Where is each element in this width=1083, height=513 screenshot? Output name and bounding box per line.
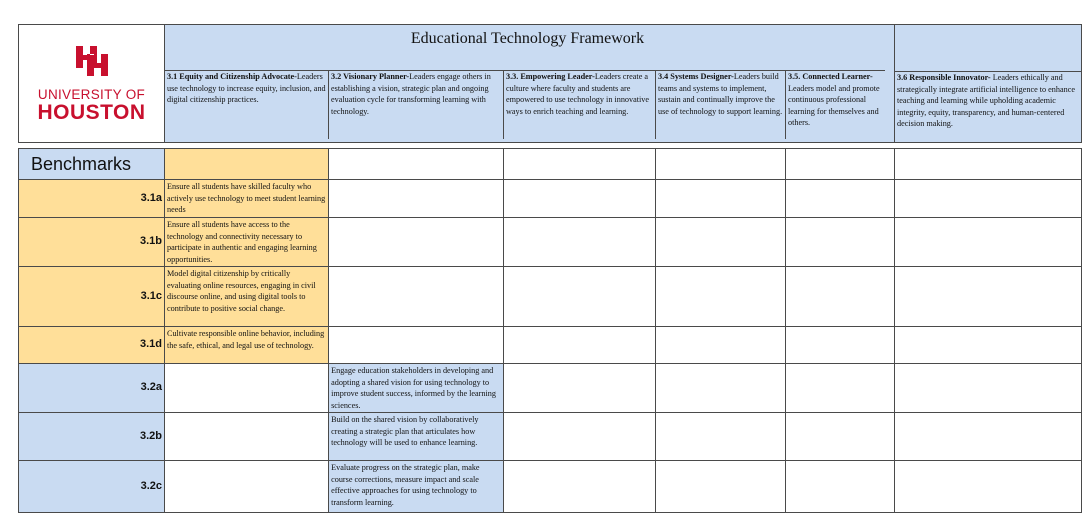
header-main — [165, 25, 895, 143]
table-row — [19, 461, 1082, 513]
cell[interactable] — [786, 364, 895, 413]
logo-line-houston: HOUSTON — [37, 101, 146, 124]
benchmark-text[interactable]: Model digital citizenship by critically evaluating online resources, engaging in civil discourse online, and using digital tools to contribute to positive social change. — [165, 267, 329, 327]
cell[interactable] — [786, 461, 895, 513]
logo-cell — [19, 25, 165, 143]
university-logo — [37, 44, 145, 123]
standard-3-1-text: Leaders use technology to increase equity, inclusion, and digital citizenship practices. — [167, 72, 326, 104]
framework-table — [18, 24, 1082, 513]
standard-3-4-text: Leaders build teams and systems to implement, sustain and continually improve the use of technology to support learning. — [658, 72, 783, 116]
benchmark-code: 3.1c — [19, 267, 165, 327]
cell[interactable] — [895, 218, 1082, 267]
cell[interactable] — [165, 413, 329, 461]
cell[interactable] — [656, 364, 786, 413]
cell[interactable] — [329, 180, 504, 218]
benchmarks-label: Benchmarks — [19, 149, 165, 180]
benchmark-code: 3.1b — [19, 218, 165, 267]
benchmark-text[interactable]: Cultivate responsible online behavior, including the safe, ethical, and legal use of technology. — [165, 327, 329, 364]
logo-line-university: UNIVERSITY OF — [37, 86, 146, 102]
page-title: Educational Technology Framework — [410, 30, 645, 47]
cell[interactable] — [504, 149, 656, 180]
table-row — [19, 218, 1082, 267]
table-row — [19, 364, 1082, 413]
cell[interactable] — [504, 327, 656, 364]
table-row — [19, 180, 1082, 218]
standard-3-3-title: 3.3. Empowering Leader- — [506, 72, 595, 81]
cell[interactable] — [786, 327, 895, 364]
cell[interactable] — [656, 180, 786, 218]
standard-3-5-text: Leaders model and promote continuous professional learning for themselves and others. — [788, 83, 880, 127]
benchmark-code: 3.1d — [19, 327, 165, 364]
cell[interactable] — [329, 267, 504, 327]
cell[interactable] — [895, 149, 1082, 180]
cell[interactable] — [165, 461, 329, 513]
benchmark-text[interactable]: Build on the shared vision by collaboratively creating a strategic plan that articulates how technology will be used to enhance learning. — [329, 413, 504, 461]
cell[interactable] — [656, 327, 786, 364]
standard-3-6 — [895, 72, 1081, 140]
standard-3-6-text: Leaders ethically and strategically integrate artificial intelligence to enhance teaching and learning while upholding academic integrity, equity, transparency, and human-centered decision making. — [897, 73, 1075, 128]
standard-3-4-title: 3.4 Systems Designer- — [658, 72, 734, 81]
cell[interactable] — [656, 218, 786, 267]
benchmark-code: 3.2a — [19, 364, 165, 413]
uh-interlocking-logo-icon — [74, 44, 110, 78]
benchmark-text[interactable]: Evaluate progress on the strategic plan, make course corrections, measure impact and scale effective approaches for using technology to transform learning. — [329, 461, 504, 513]
benchmark-text[interactable]: Engage education stakeholders in developing and adopting a shared vision for using technology to improve student success, informed by the learning sciences. — [329, 364, 504, 413]
header-row — [19, 25, 1082, 143]
standard-3-2 — [329, 71, 504, 139]
standard-3-2-text: Leaders engage others in establishing a vision, strategic plan and ongoing evaluation cycle for transforming learning with technology. — [331, 72, 491, 116]
benchmark-code: 3.2b — [19, 413, 165, 461]
cell[interactable] — [656, 267, 786, 327]
cell[interactable] — [329, 149, 504, 180]
cell[interactable] — [329, 327, 504, 364]
table-row — [19, 267, 1082, 327]
cell[interactable] — [895, 327, 1082, 364]
cell[interactable] — [504, 413, 656, 461]
cell[interactable] — [504, 180, 656, 218]
benchmark-code: 3.2c — [19, 461, 165, 513]
header-col-3-6 — [895, 25, 1082, 143]
cell[interactable] — [656, 413, 786, 461]
table-row — [19, 327, 1082, 364]
benchmark-text[interactable]: Ensure all students have skilled faculty who actively use technology to meet student learning needs — [165, 180, 329, 218]
cell[interactable] — [165, 149, 329, 180]
cell[interactable] — [786, 218, 895, 267]
standard-3-5 — [786, 71, 894, 139]
cell[interactable] — [656, 461, 786, 513]
standard-3-4 — [656, 71, 786, 139]
standard-3-5-title: 3.5. Connected Learner- — [788, 72, 873, 81]
cell[interactable] — [786, 267, 895, 327]
standard-3-2-title: 3.2 Visionary Planner- — [331, 72, 410, 81]
cell[interactable] — [504, 461, 656, 513]
cell[interactable] — [786, 180, 895, 218]
cell[interactable] — [504, 267, 656, 327]
benchmark-text[interactable]: Ensure all students have access to the technology and connectivity necessary to participate in authentic and engaging learning opportunities. — [165, 218, 329, 267]
standard-3-3 — [504, 71, 656, 139]
cell[interactable] — [504, 364, 656, 413]
table-row — [19, 413, 1082, 461]
cell[interactable] — [895, 267, 1082, 327]
cell[interactable] — [656, 149, 786, 180]
standard-3-1-title: 3.1 Equity and Citizenship Advocate- — [167, 72, 297, 81]
benchmarks-row — [19, 149, 1082, 180]
standard-3-1 — [165, 71, 329, 139]
cell[interactable] — [504, 218, 656, 267]
standard-3-6-title: 3.6 Responsible Innovator- — [897, 73, 991, 82]
cell[interactable] — [329, 218, 504, 267]
standard-3-3-text: Leaders create a culture where faculty and students are empowered to use technology in innovative ways to enrich teaching and learning. — [506, 72, 650, 116]
cell[interactable] — [895, 364, 1082, 413]
cell[interactable] — [895, 461, 1082, 513]
cell[interactable] — [895, 413, 1082, 461]
cell[interactable] — [165, 364, 329, 413]
cell[interactable] — [895, 180, 1082, 218]
cell[interactable] — [786, 149, 895, 180]
benchmark-code: 3.1a — [19, 180, 165, 218]
cell[interactable] — [786, 413, 895, 461]
